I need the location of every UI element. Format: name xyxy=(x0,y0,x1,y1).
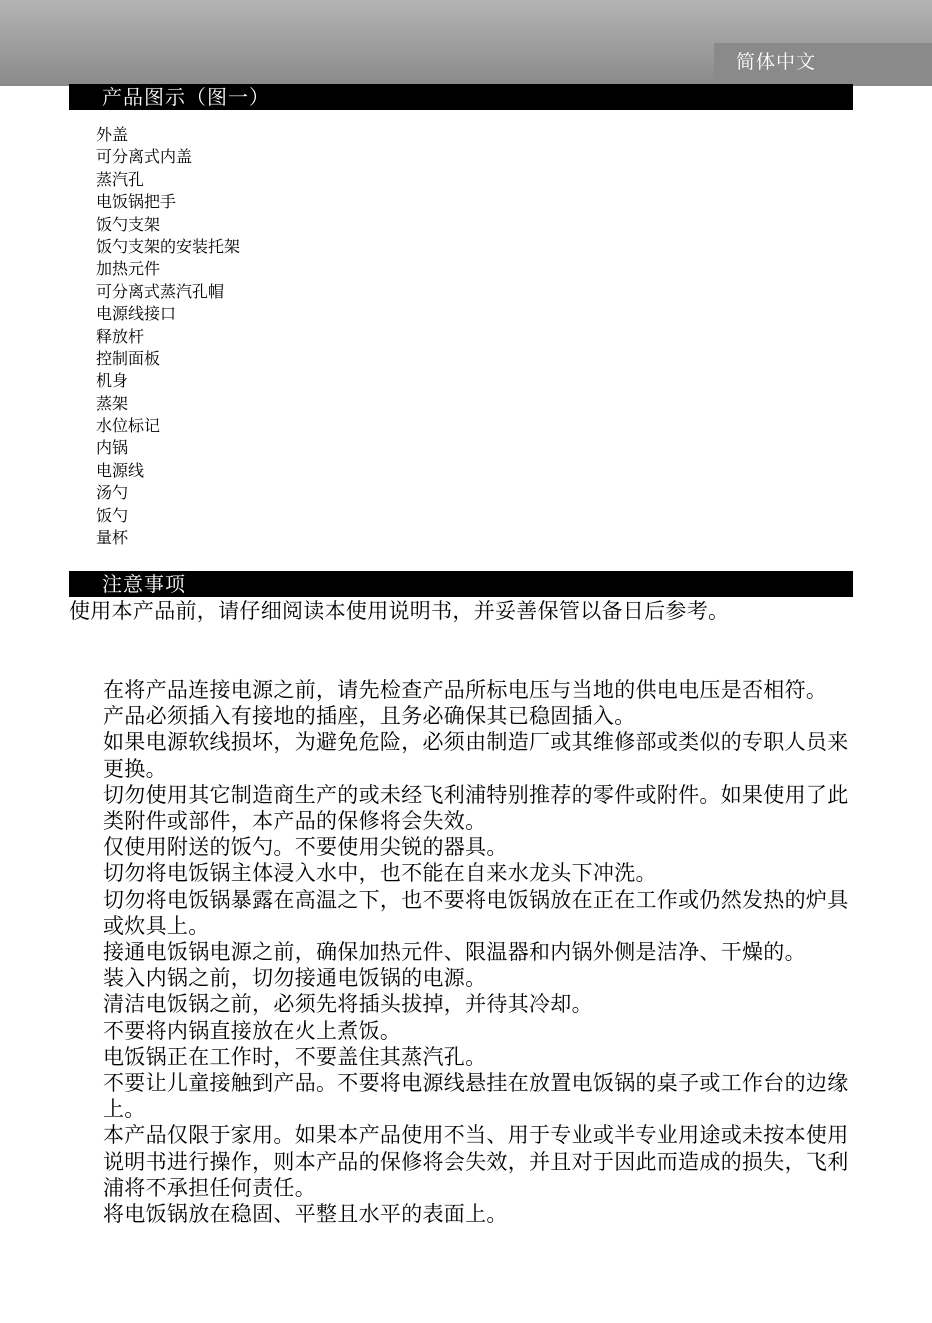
safety-section-title: 注意事项 xyxy=(69,571,853,597)
list-item: 蒸汽孔 xyxy=(96,169,145,189)
list-item: 加热元件 xyxy=(96,259,161,279)
warnings-list xyxy=(103,677,863,1227)
warning-item: 将电饭锅放在稳固、平整且水平的表面上。 xyxy=(103,1202,508,1227)
parts-section-title: 产品图示（图一） xyxy=(69,84,853,110)
list-item: 可分离式蒸汽孔帽 xyxy=(96,281,225,301)
warning-item: 如果电源软线损坏，为避免危险，必须由制造厂或其维修部或类似的专职人员来更换。 xyxy=(103,730,849,781)
warning-item: 切勿使用其它制造商生产的或未经飞利浦特别推荐的零件或附件。如果使用了此类附件或部件，本产品的保修将会失效。 xyxy=(103,782,849,834)
list-item: 内锅 xyxy=(96,438,129,458)
list-item: 电源线 xyxy=(96,460,145,480)
list-item: 饭勺支架的安装托架 xyxy=(96,236,241,256)
warning-item: 产品必须插入有接地的插座，且务必确保其已稳固插入。 xyxy=(103,704,636,729)
parts-list xyxy=(96,124,240,549)
list-item: 蒸架 xyxy=(96,393,129,413)
warning-item: 切勿将电饭锅主体浸入水中，也不能在自来水龙头下冲洗。 xyxy=(103,861,657,886)
list-item: 汤勺 xyxy=(96,483,129,503)
warning-item: 在将产品连接电源之前，请先检查产品所标电压与当地的供电电压是否相符。 xyxy=(103,678,828,702)
list-item: 电源线接口 xyxy=(96,304,177,324)
warning-item: 清洁电饭锅之前，必须先将插头拔掉，并待其冷却。 xyxy=(103,992,593,1017)
list-item: 控制面板 xyxy=(96,348,161,368)
warning-item: 仅使用附送的饭勺。不要使用尖锐的器具。 xyxy=(103,835,508,860)
warning-item: 切勿将电饭锅暴露在高温之下，也不要将电饭锅放在正在工作或仍然发热的炉具或炊具上。 xyxy=(103,887,849,938)
warning-item: 不要将内锅直接放在火上煮饭。 xyxy=(103,1018,402,1043)
warning-item: 电饭锅正在工作时，不要盖住其蒸汽孔。 xyxy=(103,1044,487,1069)
warning-item: 接通电饭锅电源之前，确保加热元件、限温器和内锅外侧是洁净、干燥的。 xyxy=(103,940,806,965)
warning-item: 装入内锅之前，切勿接通电饭锅的电源。 xyxy=(103,966,487,991)
list-item: 可分离式内盖 xyxy=(96,147,193,167)
list-item: 饭勺 xyxy=(96,505,129,525)
warning-item: 本产品仅限于家用。如果本产品使用不当、用于专业或半专业用途或未按本使用说明书进行操作，则本产品的保修将会失效，并且对于因此而造成的损失，飞利浦将不承担任何责任。 xyxy=(103,1123,849,1200)
language-label: 简体中文 xyxy=(735,51,816,73)
warning-item: 不要让儿童接触到产品。不要将电源线悬挂在放置电饭锅的桌子或工作台的边缘上。 xyxy=(103,1071,849,1122)
list-item: 电饭锅把手 xyxy=(96,192,177,212)
list-item: 外盖 xyxy=(96,125,129,144)
list-item: 释放杆 xyxy=(96,326,145,346)
list-item: 量杯 xyxy=(96,528,129,548)
safety-intro: 使用本产品前，请仔细阅读本使用说明书，并妥善保管以备日后参考。 xyxy=(69,599,730,623)
list-item: 水位标记 xyxy=(96,416,161,436)
list-item: 饭勺支架 xyxy=(96,214,161,234)
list-item: 机身 xyxy=(96,371,129,391)
